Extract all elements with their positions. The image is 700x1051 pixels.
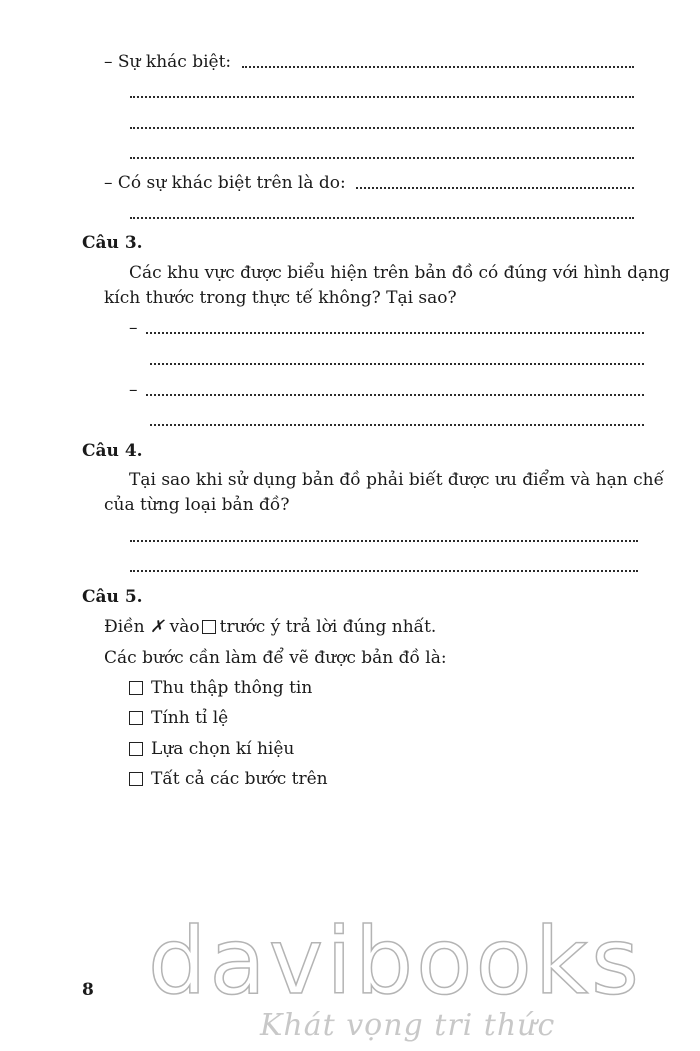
option-label: Tính tỉ lệ [151, 708, 229, 728]
answer-line[interactable] [242, 64, 634, 68]
option-checkbox[interactable] [129, 711, 143, 725]
option-label: Lựa chọn kí hiệu [151, 739, 295, 759]
option-row[interactable] [129, 739, 294, 759]
question-4-heading: Câu 4. [82, 441, 143, 461]
cross-mark-icon: ✗ [149, 617, 165, 637]
question-5-prompt: Các bước cần làm để vẽ được bản đồ là: [104, 648, 447, 668]
answer-line[interactable] [146, 392, 644, 396]
option-label: Thu thập thông tin [151, 678, 313, 698]
watermark-brand: davibooks [148, 908, 642, 1015]
question-3-text-line1: Các khu vực được biểu hiện trên bản đồ có đúng với hình dạng [129, 263, 670, 283]
option-row[interactable] [129, 678, 312, 698]
page-number: 8 [82, 980, 94, 1000]
difference-label: – Sự khác biệt: [104, 52, 232, 72]
answer-dash: – [129, 318, 138, 338]
question-4-text-line2: của từng loại bản đồ? [104, 495, 290, 515]
option-row[interactable] [129, 708, 228, 728]
answer-line[interactable] [356, 185, 634, 189]
question-3-text-line2: kích thước trong thực tế không? Tại sao? [104, 288, 457, 308]
question-4-text-line1: Tại sao khi sử dụng bản đồ phải biết được ưu điểm và hạn chế [129, 470, 665, 490]
option-label: Tất cả các bước trên [151, 769, 328, 789]
instruction-pre: Điền [104, 617, 145, 637]
instruction-mid: vào [169, 617, 200, 637]
answer-line[interactable] [150, 361, 644, 365]
option-checkbox[interactable] [129, 772, 143, 786]
answer-line[interactable] [130, 155, 634, 159]
checkbox-sample-icon [202, 620, 216, 634]
answer-line[interactable] [130, 94, 634, 98]
answer-line[interactable] [130, 538, 638, 542]
watermark-slogan: Khát vọng tri thức [260, 1008, 556, 1043]
answer-line[interactable] [150, 422, 644, 426]
question-5-heading: Câu 5. [82, 587, 143, 607]
reason-label: – Có sự khác biệt trên là do: [104, 173, 346, 193]
question-5-instruction [104, 617, 436, 637]
answer-line[interactable] [130, 125, 634, 129]
option-checkbox[interactable] [129, 681, 143, 695]
option-row[interactable] [129, 769, 328, 789]
answer-dash: – [129, 380, 138, 400]
question-3-heading: Câu 3. [82, 233, 143, 253]
option-checkbox[interactable] [129, 742, 143, 756]
answer-line[interactable] [130, 215, 634, 219]
answer-line[interactable] [146, 330, 644, 334]
answer-line[interactable] [130, 568, 638, 572]
instruction-post: trước ý trả lời đúng nhất. [219, 617, 437, 637]
